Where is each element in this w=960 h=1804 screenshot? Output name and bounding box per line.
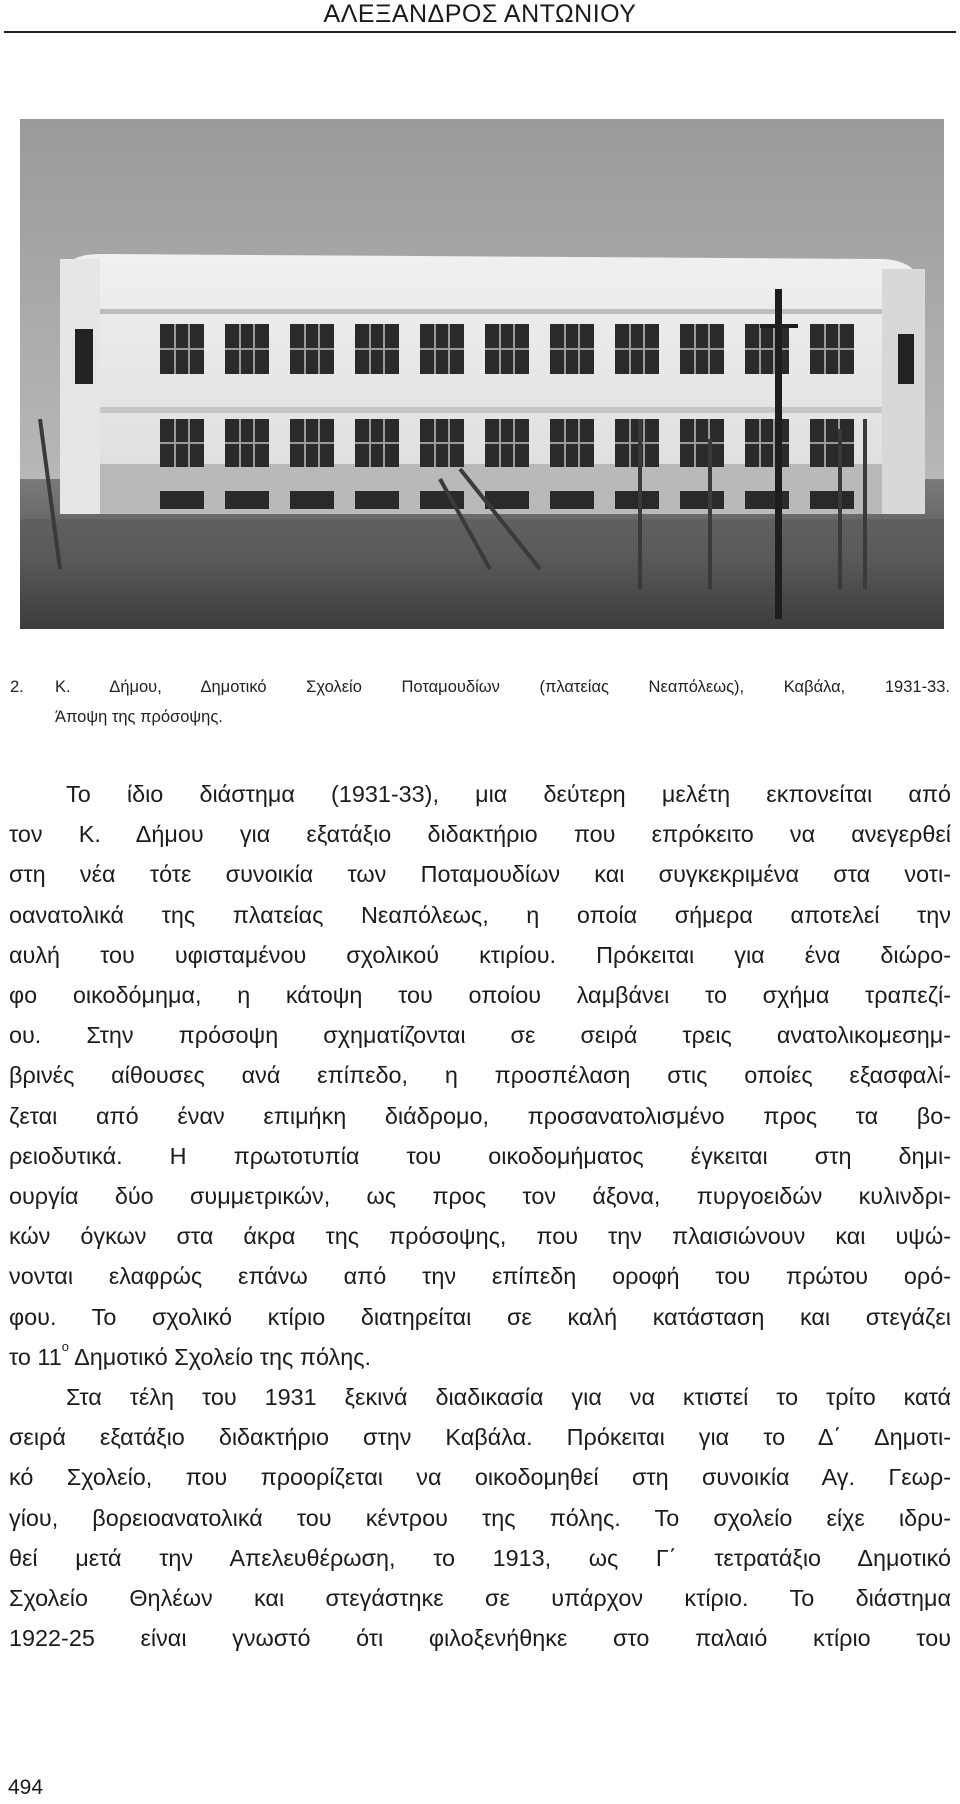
text-line: ου. Στην πρόσοψη σχηματίζονται σε σειρά τρεις ανατολικομεσημ-	[9, 1022, 951, 1049]
text-line: Το ίδιο διάστημα (1931-33), μια δεύτερη μελέτη εκπονείται από	[66, 781, 951, 807]
page-number: 494	[8, 1776, 44, 1799]
running-head: ΑΛΕΞΑΝΔΡΟΣ ΑΝΤΩΝΙΟΥ	[323, 0, 637, 28]
text-line: κών όγκων στα άκρα της πρόσοψης, που την πλαισιώνουν και υψώ-	[9, 1223, 951, 1250]
text-line: νονται ελαφρώς επάνω από την επίπεδη οροφή του πρώτου ορό-	[9, 1263, 951, 1290]
body-text	[9, 774, 951, 1658]
text-line: οανατολικά της πλατείας Νεαπόλεως, η οποία σήμερα αποτελεί την	[9, 901, 951, 928]
figure-caption	[10, 672, 950, 732]
paragraph-1-last-line	[9, 1337, 951, 1377]
text-line: φου. Το σχολικό κτίριο διατηρείται σε καλή κατάσταση και στεγάζει	[9, 1303, 951, 1330]
text-line: 1922-25 είναι γνωστό ότι φιλοξενήθηκε στο παλαιό κτίριο του	[9, 1625, 951, 1652]
caption-line-1: Κ. Δήμου, Δημοτικό Σχολείο Ποταμουδίων (πλατείας Νεαπόλεως), Καβάλα, 1931-33.	[55, 678, 950, 696]
paragraph-2	[9, 1377, 951, 1658]
text-line: φο οικοδόμημα, η κάτοψη του οποίου λαμβάνει το σχήμα τραπεζί-	[9, 982, 951, 1009]
text-line: σειρά εξατάξιο διδακτήριο στην Καβάλα. Πρόκειται για το Δ΄ Δημοτι-	[9, 1424, 951, 1451]
paragraph-1	[9, 774, 951, 1337]
text-line: Σχολείο Θηλέων και στεγάστηκε σε υπάρχον κτίριο. Το διάστημα	[9, 1585, 951, 1612]
ordinal-superscript: ο	[61, 1338, 69, 1354]
text-line: κό Σχολείο, που προορίζεται να οικοδομηθεί στη συνοικία Αγ. Γεωρ-	[9, 1464, 951, 1491]
text-line: ρειοδυτικά. Η πρωτοτυπία του οικοδομήματος έγκειται στη δημι-	[9, 1142, 951, 1169]
text-line: στη νέα τότε συνοικία των Ποταμουδίων και συγκεκριμένα στα νοτι-	[9, 861, 951, 888]
text-span: Δημοτικό Σχολείο της πόλης.	[68, 1343, 371, 1370]
text-line: βρινές αίθουσες ανά επίπεδο, η προσπέλαση στις οποίες εξασφαλί-	[9, 1062, 951, 1089]
text-line: τον Κ. Δήμου για εξατάξιο διδακτήριο που επρόκειτο να ανεγερθεί	[9, 821, 951, 848]
school-building-photo	[20, 119, 944, 629]
text-line: γίου, βορειοανατολικά του κέντρου της πόλης. Το σχολείο είχε ιδρυ-	[9, 1504, 951, 1531]
text-line: θεί μετά την Απελευθέρωση, το 1913, ως Γ΄ τετρατάξιο Δημοτικό	[9, 1544, 951, 1571]
text-line: Στα τέλη του 1931 ξεκινά διαδικασία για να κτιστεί το τρίτο κατά	[66, 1384, 951, 1411]
text-span: το 11	[9, 1343, 62, 1370]
caption-line-2: Άποψη της πρόσοψης.	[55, 708, 223, 726]
text-line: ζεται από έναν επιμήκη διάδρομο, προσανατολισμένο προς τα βο-	[9, 1102, 951, 1129]
header-rule	[4, 31, 956, 33]
text-line: αυλή του υφισταμένου σχολικού κτιρίου. Πρόκειται για ένα διώρο-	[9, 941, 951, 968]
text-line: ουργία δύο συμμετρικών, ως προς τον άξονα, πυργοειδών κυλινδρι-	[9, 1183, 951, 1210]
caption-number: 2.	[10, 678, 24, 696]
